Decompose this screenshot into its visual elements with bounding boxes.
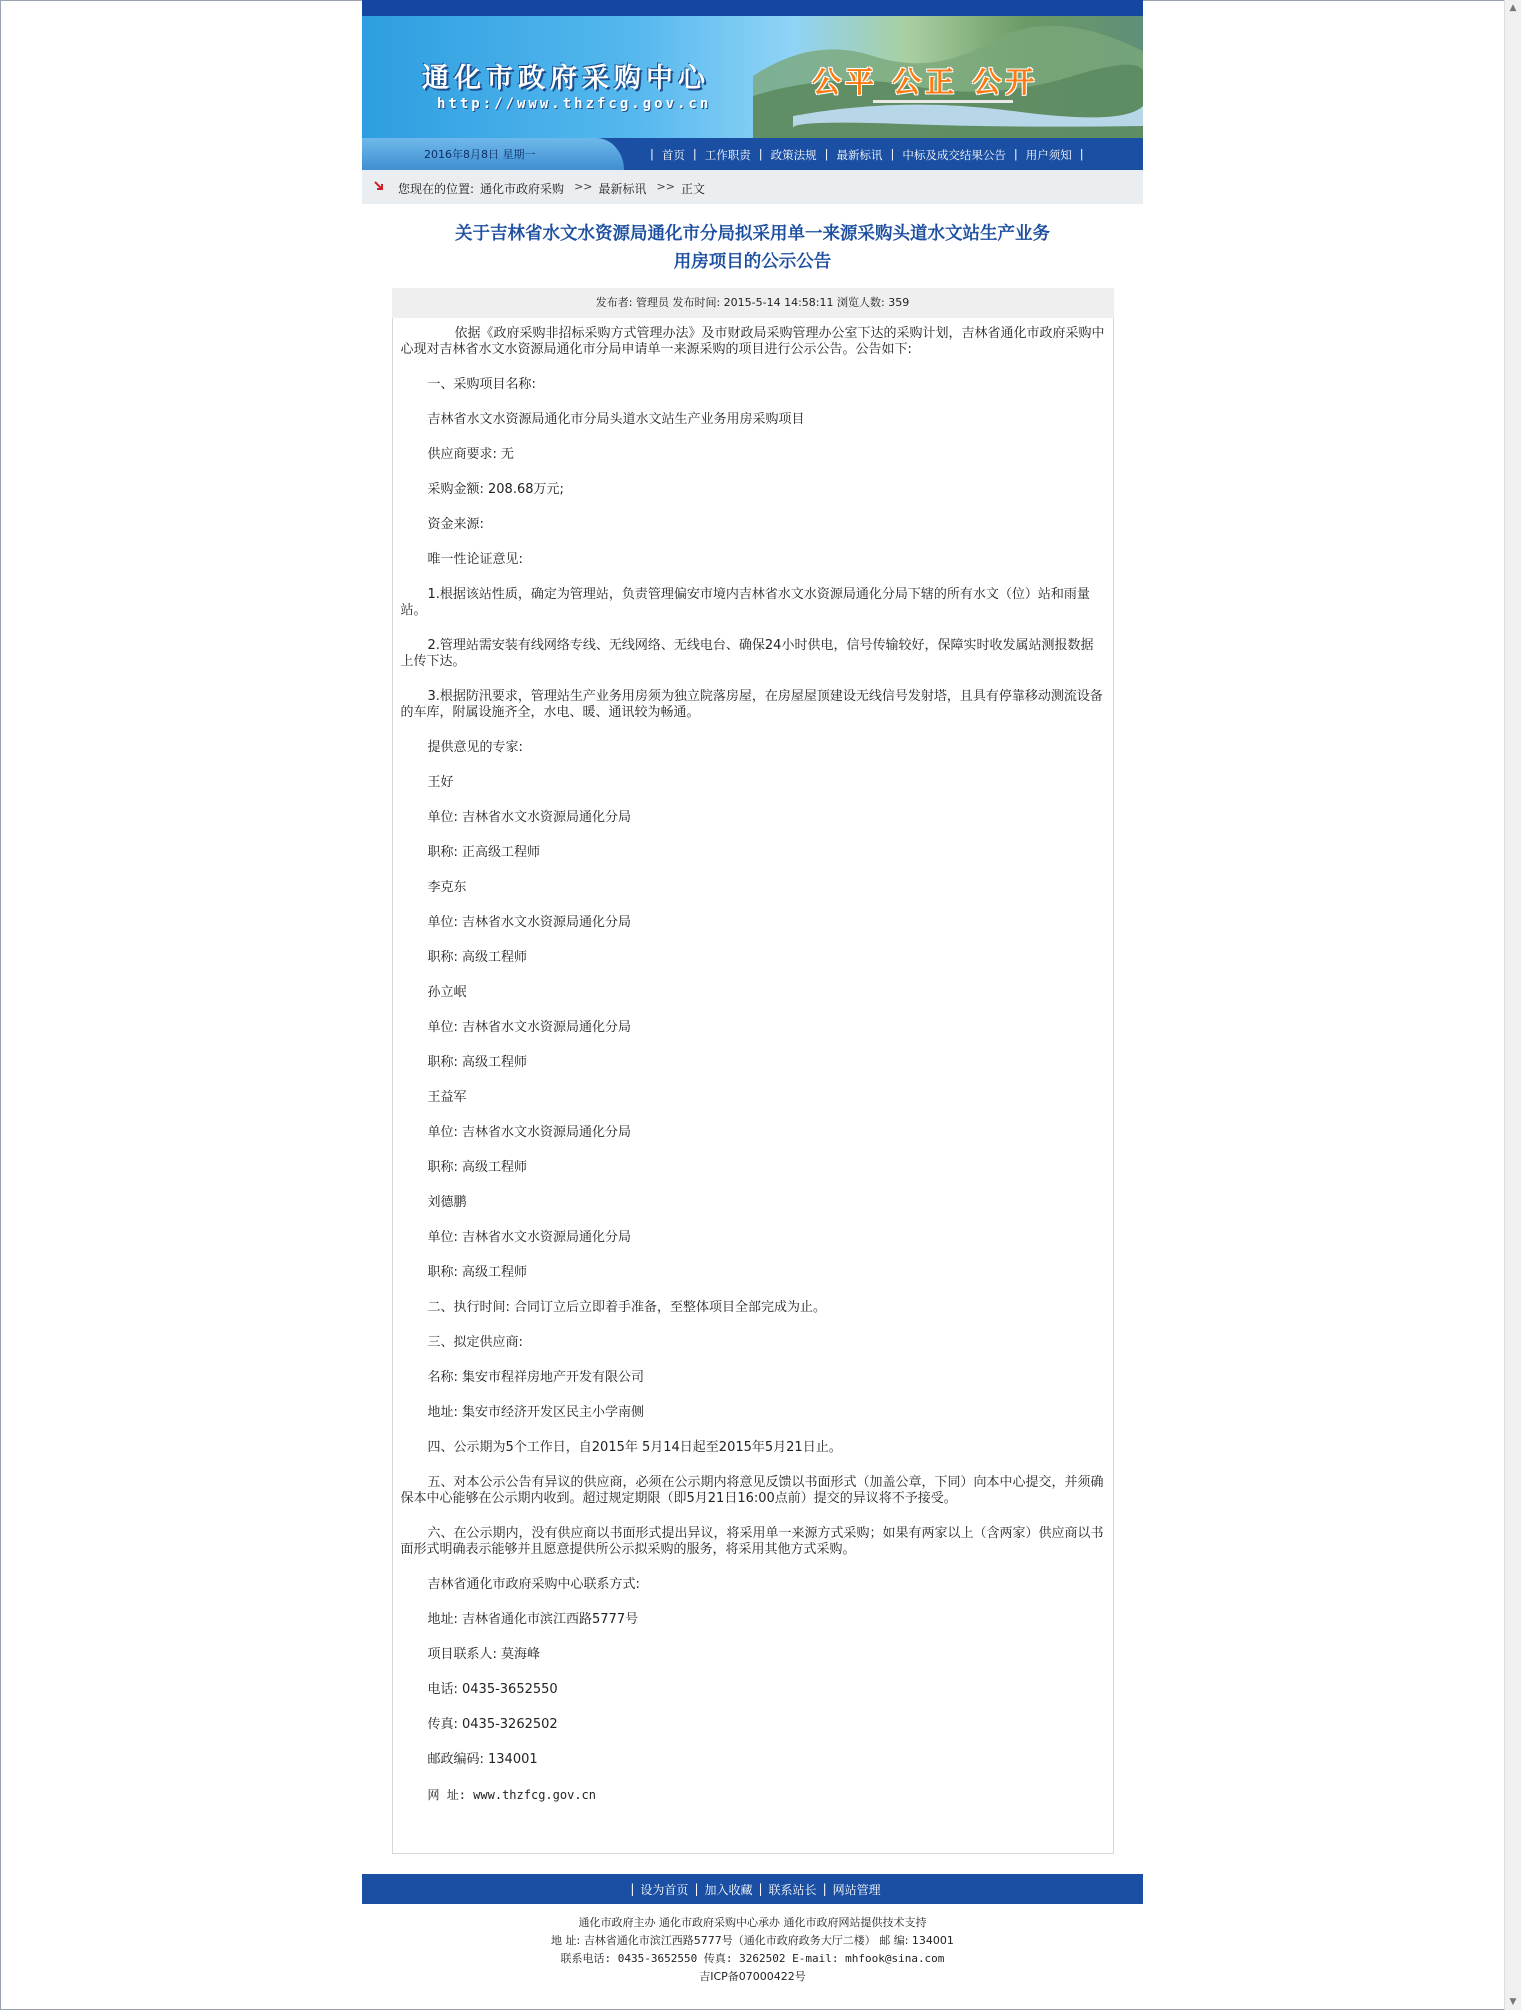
paragraph: 三、拟定供应商:: [427, 1335, 523, 1350]
paragraph: 单位: 吉林省水文水资源局通化分局: [427, 810, 632, 825]
set-homepage-link[interactable]: 设为首页: [640, 1882, 689, 1897]
article-meta: 发布者: 管理员 发布时间: 2015-5-14 14:58:11 浏览人数: 359: [392, 288, 1114, 318]
paragraph: 单位: 吉林省水文水资源局通化分局: [427, 1020, 632, 1035]
footer-address: 地 址: 吉林省通化市滨江西路5777号（通化市政府政务大厅二楼） 邮 编: 134001: [551, 1934, 954, 1947]
location-arrow-icon: [374, 181, 386, 193]
paragraph: 六、在公示期内，没有供应商以书面形式提出异议，将采用单一来源方式采购；如果有两家以上（含两家）供应商以书面形式明确表示能够并且愿意提供所公示拟采购的服务，将采用其他方式采购。: [400, 1526, 1104, 1557]
add-favorite-link[interactable]: 加入收藏: [704, 1882, 753, 1897]
paragraph: 网 址: www.thzfcg.gov.cn: [427, 1788, 596, 1802]
footer-contact: 联系电话: 0435-3652550 传真: 3262502 E-mail: mhfook@sina.com: [560, 1952, 945, 1965]
article-title-line1: 关于吉林省水文水资源局通化市分局拟采用单一来源采购头道水文站生产业务: [455, 224, 1050, 244]
paragraph: 依据《政府采购非招标采购方式管理办法》及市财政局采购管理办公室下达的采购计划，吉林省通化市政府采购中心现对吉林省水文水资源局通化市分局申请单一来源采购的项目进行公示公告。公告如下:: [400, 326, 1105, 357]
slogan: 公平 公正 公开: [812, 65, 1039, 99]
paragraph: 1.根据该站性质，确定为管理站，负责管理偏安市境内吉林省水文水资源局通化分局下辖的所有水文（位）站和雨量站。: [400, 587, 1090, 618]
vertical-scrollbar[interactable]: [1504, 0, 1521, 2010]
article-container: [392, 288, 1114, 1854]
scroll-down-icon[interactable]: ▼: [1509, 1997, 1517, 2007]
nav-item-home[interactable]: 首页: [661, 148, 685, 162]
nav-item-user-guide[interactable]: 用户须知: [1025, 148, 1072, 162]
paragraph: 资金来源:: [427, 517, 484, 532]
paragraph: 单位: 吉林省水文水资源局通化分局: [427, 1230, 632, 1245]
paragraph: 二、执行时间: 合同订立后立即着手准备，至整体项目全部完成为止。: [427, 1300, 827, 1315]
paragraph: 2.管理站需安装有线网络专线、无线网络、无线电台、确保24小时供电，信号传输较好，保障实时收发属站测报数据上传下达。: [400, 638, 1094, 669]
nav-menu: | 首页 | 工作职责 | 政策法规 | 最新标讯 | 中标及成交结果公告 | 用户须知 |: [650, 147, 1084, 162]
paragraph: 王益军: [427, 1090, 467, 1105]
paragraph: 职称: 高级工程师: [427, 1160, 528, 1175]
paragraph: 五、对本公示公告有异议的供应商，必须在公示期内将意见反馈以书面形式（加盖公章，下同）向本中心提交，并须确保本中心能够在公示期内收到。超过规定期限（即5月21日16:00点前）提交的异议将不予接受。: [400, 1475, 1104, 1506]
nav-item-duties[interactable]: 工作职责: [704, 148, 751, 162]
paragraph: 项目联系人: 莫海峰: [427, 1647, 541, 1662]
footer-links: | 设为首页 | 加入收藏 | 联系站长 | 网站管理: [362, 1874, 1143, 1904]
paragraph: 名称: 集安市程祥房地产开发有限公司: [427, 1370, 645, 1385]
site-admin-link[interactable]: 网站管理: [832, 1882, 881, 1897]
paragraph: 地址: 吉林省通化市滨江西路5777号: [427, 1612, 639, 1627]
site-url: http://www.thzfcg.gov.cn: [437, 96, 712, 112]
paragraph: 四、公示期为5个工作日，自2015年 5月14日起至2015年5月21日止。: [427, 1440, 842, 1455]
paragraph: 单位: 吉林省水文水资源局通化分局: [427, 1125, 632, 1140]
paragraph: 3.根据防汛要求，管理站生产业务用房须为独立院落房屋，在房屋屋顶建设无线信号发射塔，且具有停靠移动测流设备的车库，附属设施齐全，水电、暖、通讯较为畅通。: [400, 689, 1103, 720]
article-title-line2: 用房项目的公示公告: [673, 252, 832, 272]
chevron-right-icon: >>: [574, 180, 593, 193]
main-nav: [362, 138, 1143, 170]
paragraph: 王好: [427, 775, 454, 790]
paragraph: 吉林省通化市政府采购中心联系方式:: [427, 1577, 640, 1592]
breadcrumb-item-current: 正文: [680, 182, 705, 196]
paragraph: 职称: 高级工程师: [427, 950, 528, 965]
paragraph: 地址: 集安市经济开发区民主小学南侧: [427, 1405, 645, 1420]
paragraph: 职称: 高级工程师: [427, 1265, 528, 1280]
paragraph: 吉林省水文水资源局通化市分局头道水文站生产业务用房采购项目: [427, 412, 805, 427]
paragraph: 邮政编码: 134001: [427, 1752, 538, 1767]
paragraph: 职称: 高级工程师: [427, 1055, 528, 1070]
paragraph: 电话: 0435-3652550: [427, 1682, 558, 1697]
site-name: 通化市政府采购中心: [422, 63, 710, 94]
nav-item-latest-bids[interactable]: 最新标讯: [836, 148, 883, 162]
site-header: [362, 0, 1143, 170]
breadcrumb-prefix: 您现在的位置:: [398, 182, 475, 196]
header-top-strip: [362, 0, 1143, 16]
page: [362, 0, 1143, 1986]
footer-info: [362, 1914, 1143, 1986]
footer-sponsors: 通化市政府主办 通化市政府采购中心承办 通化市政府网站提供技术支持: [578, 1916, 927, 1929]
nav-item-policies[interactable]: 政策法规: [770, 148, 817, 162]
paragraph: 职称: 正高级工程师: [427, 845, 541, 860]
breadcrumb: [362, 170, 1143, 204]
footer-icp: 吉ICP备07000422号: [699, 1970, 806, 1983]
breadcrumb-item-home[interactable]: 通化市政府采购: [480, 182, 565, 196]
date-panel: [362, 138, 624, 170]
paragraph: 一、采购项目名称:: [427, 377, 536, 392]
contact-admin-link[interactable]: 联系站长: [768, 1882, 817, 1897]
paragraph: 李克东: [427, 880, 467, 895]
paragraph: 采购金额: 208.68万元;: [427, 482, 564, 497]
paragraph: 孙立岷: [427, 985, 467, 1000]
paragraph: 单位: 吉林省水文水资源局通化分局: [427, 915, 632, 930]
header-banner: [362, 16, 1143, 138]
nav-item-results[interactable]: 中标及成交结果公告: [902, 148, 1006, 162]
article-title: [423, 220, 1083, 276]
breadcrumb-item-latest[interactable]: 最新标讯: [598, 182, 647, 196]
paragraph: 传真: 0435-3262502: [427, 1717, 558, 1732]
current-date: 2016年8月8日 星期一: [424, 148, 536, 161]
chevron-right-icon: >>: [656, 180, 675, 193]
article-body: [392, 318, 1114, 1854]
paragraph: 刘德鹏: [427, 1195, 467, 1210]
paragraph: 供应商要求: 无: [427, 447, 515, 462]
paragraph: 提供意见的专家:: [427, 740, 523, 755]
paragraph: 唯一性论证意见:: [427, 552, 523, 567]
scroll-up-icon[interactable]: ▲: [1509, 3, 1517, 13]
